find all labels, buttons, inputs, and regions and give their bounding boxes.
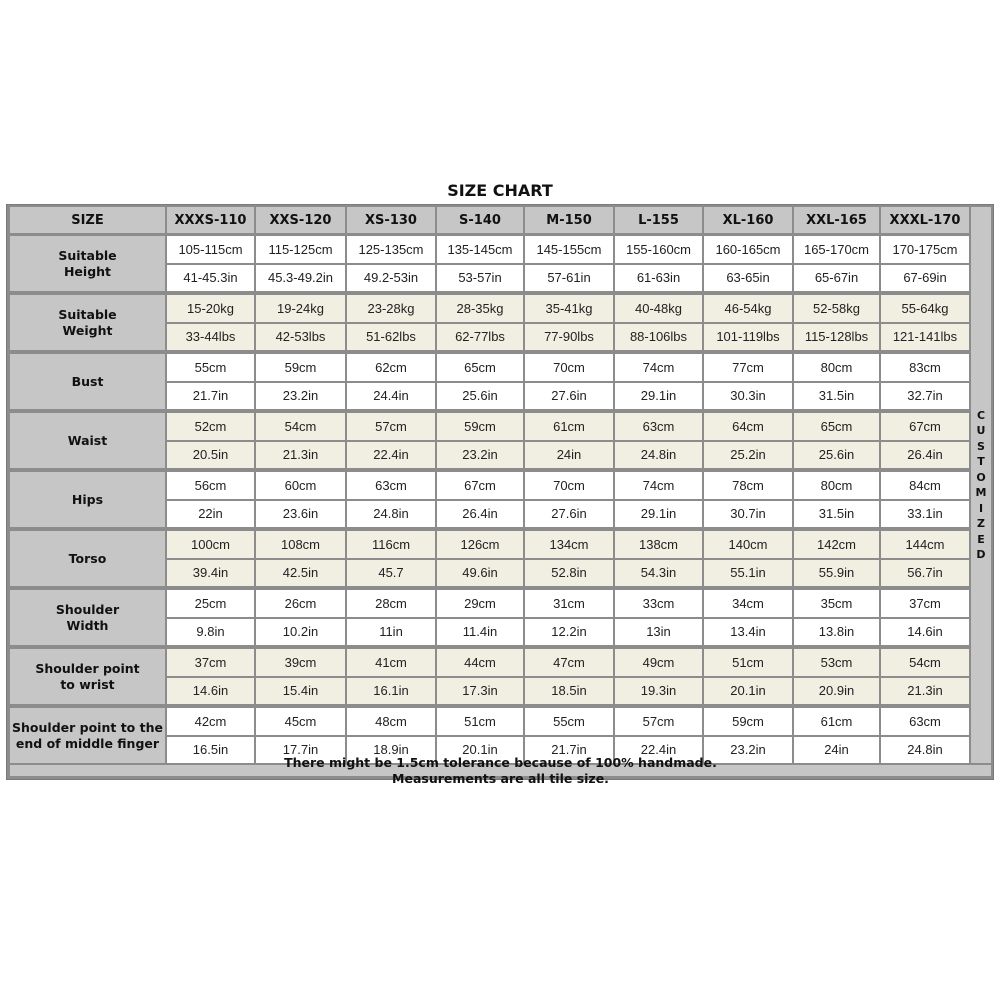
measurement-value-cell: 25.6in: [794, 442, 879, 469]
customized-letter: M: [975, 486, 987, 499]
measurement-value-cell: 39.4in: [167, 560, 254, 587]
measurement-value-cell: 11.4in: [437, 619, 523, 646]
measurement-value-cell: 13.4in: [704, 619, 792, 646]
measurement-value-cell: 63-65in: [704, 265, 792, 292]
measurement-value-cell: 17.7in: [256, 737, 345, 764]
measurement-value-cell: 52.8in: [525, 560, 613, 587]
measurement-value-cell: 121-141lbs: [881, 324, 969, 351]
measurement-label: [10, 413, 165, 468]
measurement-value-cell: 29.1in: [615, 501, 702, 528]
measurement-value-cell: 10.2in: [256, 619, 345, 646]
measurement-value-cell: 65cm: [437, 354, 523, 381]
measurement-value-cell: 42.5in: [256, 560, 345, 587]
measurement-label-line: Suitable: [58, 247, 117, 263]
measurement-value-cell: 77cm: [704, 354, 792, 381]
measurement-value-cell: 18.9in: [347, 737, 435, 764]
measurement-label-line: Width: [66, 617, 109, 633]
footnote-line: There might be 1.5cm tolerance because of 100% handmade.: [284, 754, 717, 770]
measurement-value-cell: 30.7in: [704, 501, 792, 528]
measurement-value-cell: 20.5in: [167, 442, 254, 469]
measurement-value-cell: 65cm: [794, 413, 879, 440]
measurement-value-cell: 27.6in: [525, 501, 613, 528]
measurement-value-cell: 67-69in: [881, 265, 969, 292]
size-header-cell: XXL-165: [794, 207, 879, 233]
size-header-cell: XXXL-170: [881, 207, 969, 233]
measurement-value-cell: 78cm: [704, 472, 792, 499]
measurement-value-cell: 100cm: [167, 531, 254, 558]
measurement-value-cell: 21.7in: [167, 383, 254, 410]
customized-letter: E: [977, 532, 985, 546]
size-chart-table: [6, 204, 994, 786]
measurement-value-cell: 101-119lbs: [704, 324, 792, 351]
measurement-value-cell: 31.5in: [794, 383, 879, 410]
measurement-value-cell: 11in: [347, 619, 435, 646]
measurement-value-cell: 45.7: [347, 560, 435, 587]
measurement-value-cell: 37cm: [167, 649, 254, 676]
measurement-value-cell: 44cm: [437, 649, 523, 676]
measurement-value-cell: 115-128lbs: [794, 324, 879, 351]
measurement-value-cell: 49.2-53in: [347, 265, 435, 292]
size-header-cell: XL-160: [704, 207, 792, 233]
measurement-value-cell: 32.7in: [881, 383, 969, 410]
measurement-label-line: Torso: [68, 550, 107, 566]
measurement-label: [10, 590, 165, 645]
measurement-value-cell: 115-125cm: [256, 236, 345, 263]
measurement-value-cell: 24.8in: [615, 442, 702, 469]
measurement-value-cell: 55cm: [167, 354, 254, 381]
measurement-value-cell: 80cm: [794, 472, 879, 499]
measurement-value-cell: 57-61in: [525, 265, 613, 292]
customized-side-label: [971, 207, 991, 763]
measurement-value-cell: 23.6in: [256, 501, 345, 528]
measurement-value-cell: 14.6in: [881, 619, 969, 646]
measurement-value-cell: 67cm: [437, 472, 523, 499]
customized-letter: O: [976, 470, 986, 484]
measurement-value-cell: 61cm: [525, 413, 613, 440]
measurement-label-line: Shoulder: [55, 601, 120, 617]
measurement-value-cell: 25.2in: [704, 442, 792, 469]
measurement-value-cell: 60cm: [256, 472, 345, 499]
measurement-value-cell: 23.2in: [704, 737, 792, 764]
measurement-value-cell: 51cm: [437, 708, 523, 735]
measurement-label: [10, 531, 165, 586]
measurement-value-cell: 108cm: [256, 531, 345, 558]
measurement-value-cell: 57cm: [615, 708, 702, 735]
measurement-value-cell: 160-165cm: [704, 236, 792, 263]
measurement-value-cell: 33.1in: [881, 501, 969, 528]
measurement-value-cell: 170-175cm: [881, 236, 969, 263]
measurement-value-cell: 155-160cm: [615, 236, 702, 263]
measurement-label-line: to wrist: [60, 676, 115, 692]
measurement-value-cell: 20.9in: [794, 678, 879, 705]
measurement-value-cell: 39cm: [256, 649, 345, 676]
measurement-value-cell: 31cm: [525, 590, 613, 617]
measurement-value-cell: 14.6in: [167, 678, 254, 705]
measurement-value-cell: 13in: [615, 619, 702, 646]
measurement-value-cell: 105-115cm: [167, 236, 254, 263]
measurement-value-cell: 57cm: [347, 413, 435, 440]
measurement-value-cell: 19.3in: [615, 678, 702, 705]
measurement-value-cell: 26.4in: [881, 442, 969, 469]
measurement-value-cell: 64cm: [704, 413, 792, 440]
measurement-value-cell: 47cm: [525, 649, 613, 676]
measurement-value-cell: 52-58kg: [794, 295, 879, 322]
size-column-header: SIZE: [10, 207, 165, 233]
measurement-value-cell: 53cm: [794, 649, 879, 676]
measurement-value-cell: 140cm: [704, 531, 792, 558]
measurement-value-cell: 24in: [794, 737, 879, 764]
measurement-value-cell: 13.8in: [794, 619, 879, 646]
measurement-label-line: Suitable: [58, 306, 117, 322]
measurement-value-cell: 26.4in: [437, 501, 523, 528]
measurement-value-cell: 56.7in: [881, 560, 969, 587]
measurement-label-line: Height: [63, 263, 112, 279]
customized-letter: U: [976, 424, 986, 437]
measurement-label-line: end of middle finger: [15, 735, 160, 751]
measurement-label: [10, 236, 165, 291]
size-header-cell: M-150: [525, 207, 613, 233]
measurement-value-cell: 22.4in: [347, 442, 435, 469]
measurement-label: [10, 472, 165, 527]
measurement-value-cell: 35-41kg: [525, 295, 613, 322]
measurement-value-cell: 55.9in: [794, 560, 879, 587]
measurement-value-cell: 42cm: [167, 708, 254, 735]
measurement-value-cell: 12.2in: [525, 619, 613, 646]
size-header-cell: XXS-120: [256, 207, 345, 233]
measurement-value-cell: 52cm: [167, 413, 254, 440]
measurement-value-cell: 145-155cm: [525, 236, 613, 263]
measurement-value-cell: 28-35kg: [437, 295, 523, 322]
measurement-value-cell: 33-44lbs: [167, 324, 254, 351]
measurement-value-cell: 21.3in: [256, 442, 345, 469]
measurement-value-cell: 40-48kg: [615, 295, 702, 322]
measurement-value-cell: 41-45.3in: [167, 265, 254, 292]
measurement-value-cell: 54.3in: [615, 560, 702, 587]
measurement-value-cell: 15-20kg: [167, 295, 254, 322]
measurement-value-cell: 65-67in: [794, 265, 879, 292]
measurement-value-cell: 18.5in: [525, 678, 613, 705]
measurement-value-cell: 59cm: [256, 354, 345, 381]
measurement-value-cell: 24in: [525, 442, 613, 469]
customized-letter: C: [976, 408, 986, 422]
measurement-label-line: Hips: [71, 491, 104, 507]
measurement-value-cell: 144cm: [881, 531, 969, 558]
measurement-value-cell: 61cm: [794, 708, 879, 735]
measurement-value-cell: 51cm: [704, 649, 792, 676]
size-header-cell: L-155: [615, 207, 702, 233]
measurement-value-cell: 31.5in: [794, 501, 879, 528]
measurement-value-cell: 54cm: [256, 413, 345, 440]
measurement-label-line: Waist: [67, 432, 108, 448]
measurement-value-cell: 55.1in: [704, 560, 792, 587]
measurement-value-cell: 35cm: [794, 590, 879, 617]
measurement-value-cell: 83cm: [881, 354, 969, 381]
measurement-value-cell: 41cm: [347, 649, 435, 676]
measurement-value-cell: 125-135cm: [347, 236, 435, 263]
customized-letter: I: [978, 501, 984, 515]
measurement-value-cell: 16.1in: [347, 678, 435, 705]
measurement-value-cell: 62-77lbs: [437, 324, 523, 351]
measurement-value-cell: 16.5in: [167, 737, 254, 764]
measurement-value-cell: 22.4in: [615, 737, 702, 764]
measurement-value-cell: 23.2in: [256, 383, 345, 410]
measurement-value-cell: 45cm: [256, 708, 345, 735]
measurement-value-cell: 62cm: [347, 354, 435, 381]
tolerance-footnote: [10, 754, 991, 786]
measurement-value-cell: 61-63in: [615, 265, 702, 292]
measurement-value-cell: 80cm: [794, 354, 879, 381]
measurement-value-cell: 24.4in: [347, 383, 435, 410]
measurement-value-cell: 23.2in: [437, 442, 523, 469]
measurement-value-cell: 134cm: [525, 531, 613, 558]
measurement-value-cell: 20.1in: [704, 678, 792, 705]
measurement-value-cell: 28cm: [347, 590, 435, 617]
measurement-value-cell: 15.4in: [256, 678, 345, 705]
measurement-value-cell: 22in: [167, 501, 254, 528]
measurement-value-cell: 20.1in: [437, 737, 523, 764]
measurement-value-cell: 51-62lbs: [347, 324, 435, 351]
measurement-value-cell: 42-53lbs: [256, 324, 345, 351]
measurement-label: [10, 354, 165, 409]
measurement-value-cell: 30.3in: [704, 383, 792, 410]
size-header-cell: XS-130: [347, 207, 435, 233]
measurement-value-cell: 34cm: [704, 590, 792, 617]
measurement-value-cell: 23-28kg: [347, 295, 435, 322]
measurement-value-cell: 21.7in: [525, 737, 613, 764]
measurement-value-cell: 59cm: [437, 413, 523, 440]
measurement-value-cell: 29.1in: [615, 383, 702, 410]
measurement-value-cell: 25.6in: [437, 383, 523, 410]
measurement-value-cell: 74cm: [615, 472, 702, 499]
measurement-value-cell: 26cm: [256, 590, 345, 617]
measurement-value-cell: 63cm: [881, 708, 969, 735]
measurement-value-cell: 17.3in: [437, 678, 523, 705]
measurement-value-cell: 142cm: [794, 531, 879, 558]
measurement-label-line: Shoulder point: [35, 660, 140, 676]
measurement-value-cell: 70cm: [525, 472, 613, 499]
measurement-label-line: Bust: [71, 373, 104, 389]
footnote-line: Measurements are all tile size.: [392, 770, 609, 786]
measurement-value-cell: 165-170cm: [794, 236, 879, 263]
measurement-value-cell: 49.6in: [437, 560, 523, 587]
measurement-value-cell: 25cm: [167, 590, 254, 617]
measurement-value-cell: 84cm: [881, 472, 969, 499]
customized-letter: Z: [977, 517, 985, 530]
measurement-label: [10, 708, 165, 763]
size-header-cell: XXXS-110: [167, 207, 254, 233]
customized-letter: S: [977, 439, 985, 453]
measurement-value-cell: 70cm: [525, 354, 613, 381]
measurement-value-cell: 59cm: [704, 708, 792, 735]
measurement-value-cell: 49cm: [615, 649, 702, 676]
measurement-value-cell: 56cm: [167, 472, 254, 499]
measurement-label-line: Weight: [62, 322, 113, 338]
measurement-value-cell: 135-145cm: [437, 236, 523, 263]
page-title: SIZE CHART: [447, 181, 553, 200]
measurement-value-cell: 138cm: [615, 531, 702, 558]
measurement-value-cell: 54cm: [881, 649, 969, 676]
measurement-value-cell: 74cm: [615, 354, 702, 381]
measurement-value-cell: 63cm: [615, 413, 702, 440]
measurement-label: [10, 649, 165, 704]
measurement-value-cell: 29cm: [437, 590, 523, 617]
measurement-value-cell: 46-54kg: [704, 295, 792, 322]
measurement-value-cell: 19-24kg: [256, 295, 345, 322]
measurement-value-cell: 55cm: [525, 708, 613, 735]
measurement-value-cell: 27.6in: [525, 383, 613, 410]
measurement-label: [10, 295, 165, 350]
measurement-value-cell: 116cm: [347, 531, 435, 558]
measurement-value-cell: 63cm: [347, 472, 435, 499]
measurement-value-cell: 21.3in: [881, 678, 969, 705]
size-header-cell: S-140: [437, 207, 523, 233]
measurement-value-cell: 48cm: [347, 708, 435, 735]
measurement-value-cell: 67cm: [881, 413, 969, 440]
measurement-value-cell: 55-64kg: [881, 295, 969, 322]
measurement-value-cell: 33cm: [615, 590, 702, 617]
measurement-label-line: Shoulder point to the: [12, 719, 163, 735]
measurement-value-cell: 45.3-49.2in: [256, 265, 345, 292]
measurement-value-cell: 77-90lbs: [525, 324, 613, 351]
measurement-value-cell: 88-106lbs: [615, 324, 702, 351]
measurement-value-cell: 37cm: [881, 590, 969, 617]
measurement-value-cell: 9.8in: [167, 619, 254, 646]
measurement-value-cell: 24.8in: [881, 737, 969, 764]
customized-letter: T: [977, 455, 985, 468]
measurement-value-cell: 24.8in: [347, 501, 435, 528]
customized-letter: D: [976, 548, 986, 561]
measurement-value-cell: 126cm: [437, 531, 523, 558]
measurement-value-cell: 53-57in: [437, 265, 523, 292]
